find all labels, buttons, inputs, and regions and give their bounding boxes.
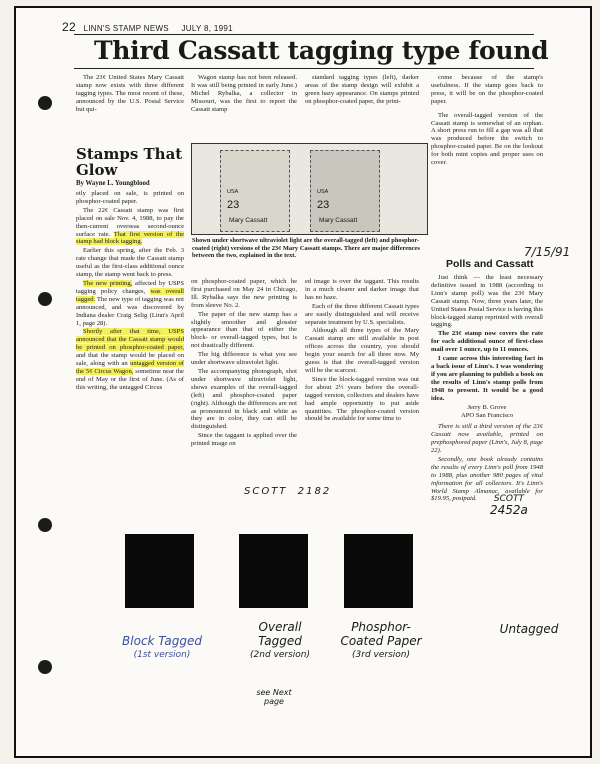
byline: By Wayne L. Youngblood [76,180,150,187]
highlight: Shortly after that time, USPS announced that the Cassatt stamp would be printed on phosphor-coated paper, [76,328,184,352]
body-column-3: ed image is over the taggant. This results in a much clearer and darker image that has no haze. Each of the three different Cassatt types are easily distinguished and will receive separate treatment by U.S. specialists. Although all three types of the Mary Cassatt stamp are still available in post offices across the country, you should begin your search for all three now. My guess is that the overall-tagged version will be the scarcest. Since the block-tagged version was out for about 2½ years before the overall-tagged version, collectors and dealers have had ample opportunity to put aside quantities. The phosphor-coated version should be available for some time to [305,278,419,423]
stamp-mount-phosphor-coated [344,534,413,608]
sidebar-title: Stamps That Glow [76,145,183,179]
binder-hole [38,518,52,532]
stamp-mount-block-tagged [125,534,194,608]
headline-rule [74,68,534,69]
highlight: The new printing, [83,279,133,287]
handwritten-label-untagged: Untagged [499,622,559,636]
body-column-2: on phosphor-coated paper, which he first purchased on May 24 in Chicago, Ill. Rybalka says the new printing is from sleeve No. 2. The paper of the new stamp has a slightly smoother and glossier appearance than that of either the block- or overall-tagged types, but is not drastically different. The big difference is what you see under shortwave ultraviolet light. The accompanying photograph, shot under shortwave ultraviolet light, shows examples of the overall-tagged (left) and phosphor-coated paper (right). Although the differences are not as pronounced in black and white as they are in color, they can still be distinguished. Since the taggant is applied over the printed image on [191,278,297,448]
polls-letter: Just think — the least necessary definitive issued in 1988 (according to Linn's stamp poll) was the 23¢ Mary Cassatt stamp. Now, three years later, the United States Postal Service is having this block-tagged stamp reprinted with overall tagging. The 23¢ stamp now covers the rate for each additional ounce of first-class mail over 1 ounce, up to 11 ounces. I came across this interesting fact in a back issue of Linn's. I was wondering if you are planning to publish a book on the results of Linn's stamp polls from 1948 to present. It would be a good idea. Jerry B. Grove APO San Francisco There is still a third version of the 23¢ Cassatt now available, printed on prephosphored paper (Linn's, July 8, page 22). Secondly, one book already contains the results of every Linn's poll from 1948 to 1988, plus another 980 pages of vital information for all collectors. It's Linn's World Stamp Almanac, available for $19.95, postpaid. [431,274,544,503]
stamp-phosphor-coated: USA 23 Mary Cassatt [310,150,380,232]
intro-column-2: Wagon stamp has not been released. It was still being printed in early June.) Michel Rybalka, a collector in Missouri, was the first to report the Cassatt stamp [191,74,297,113]
body-column-1: etly placed on sale, is printed on phosphor-coated paper. The 22¢ Cassatt stamp was first placed on sale Nov. 4, 1988, to pay the then-current overseas second-ounce surface rate. That first version of the stamp had block tagging. Earlier this spring, after the Feb. 3 rate change that made the Cassatt stamp useful as the first-class additional ounce stamp, the stamp went back to press. The new printing, affected by USPS tagging policy changes, was overall tagged. The new type of tagging was not announced, and was discovered by Indiana dealer Craig Selig (Linn's April 1, page 28). Shortly after that time, USPS announced that the Cassatt stamp would be printed on phosphor-coated paper, and that the stamp would be placed on sale, along with an untagged version of the 5¢ Circus Wagon, sometime near the end of May or the first of June. (As of this writing, the untagged Circus [76,190,185,391]
highlight: That first version of the stamp had block tagging. [76,230,184,246]
handwritten-scott-label: SCOTT 2182 [244,486,332,497]
stamp-mount-overall-tagged [239,534,308,608]
header-rule [74,34,534,35]
binder-hole [38,96,52,110]
photo-caption: Shown under shortwave ultraviolet light are the overall-tagged (left) and phosphor-coated (right) versions of the 23¢ Mary Cassatt stamps. There are major differences between the two, explained in the text. [192,237,420,260]
binder-hole [38,292,52,306]
handwritten-label-phosphor-coated: Phosphor-Coated Paper (3rd version) [340,620,422,660]
handwritten-label-block-tagged: Block Tagged (1st version) [122,634,202,660]
intro-column-1: The 23¢ United States Mary Cassatt stamp now exists with three different tagging types. The most recent of these, announced by the U.S. Postal Service but qui- [76,74,184,113]
handwritten-scott-label-2: SCOTT 2452a [490,494,528,517]
stamp-photo [191,143,428,235]
highlight: untagged version of the 5¢ Circus Wagon, [76,360,184,375]
newspaper-header [62,20,243,34]
binder-hole [38,660,52,674]
intro-column-4: come because of the stamp's usefulness. If the stamp goes back to press, it will be on the phosphor-coated paper. The overall-tagged version of the Cassatt stamp is somewhat of an orphan. A short press run to fill a gap was all that was produced before the switch to phosphor-coated paper. Be on the lookout for both mint copies and proper uses on cover. [431,74,543,167]
handwritten-label-overall-tagged: Overall Tagged (2nd version) [250,620,310,660]
stamp-overall-tagged: USA 23 Mary Cassatt [220,150,290,232]
handwritten-see-next-page: see Next page [256,688,292,706]
issue-date: JULY 8, 1991 [181,24,233,33]
handwritten-date: 7/15/91 [524,245,571,259]
album-page [14,6,592,758]
polls-heading: Polls and Cassatt [446,258,534,270]
publication-name: LINN'S STAMP NEWS [83,24,169,33]
intro-column-3: standard tagging types (left), darker areas of the stamp design will exhibit a green hazy appearance. On stamps printed on phosphor-coated paper, the print- [305,74,419,105]
headline: Third Cassatt tagging type found [94,36,549,65]
page-number: 22 [62,20,76,34]
highlight: was overall tagged. [76,287,184,303]
